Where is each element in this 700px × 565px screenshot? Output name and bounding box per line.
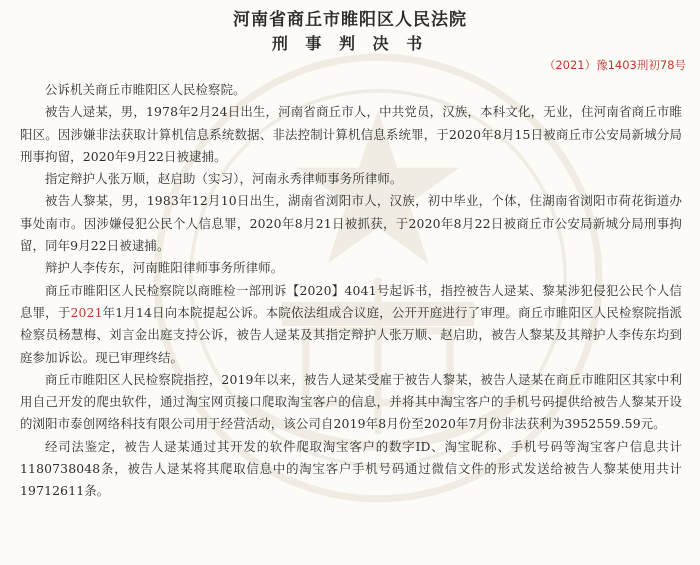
procedure-text-a: 商丘市睢阳区人民检察院以商睢检一部刑诉【2020】4041号起诉书，指控被告人逯某、黎某涉犯侵犯公民个人信息罪，于 <box>20 282 682 320</box>
document-type-title: 刑 事 判 决 书 <box>271 34 429 53</box>
allegation-paragraph: 商丘市睢阳区人民检察院指控，2019年以来，被告人逯某受雇于被告人黎某，被告人逯某在商丘市睢阳区其家中利用自己开发的爬虫软件，通过淘宝网页接口爬取淘宝客户的信息，并将其中淘宝客户的手机号码提供给被告人黎某开设的浏阳市泰创网络科技有限公司用于经营活动，该公司自2019年8月份至2020年7月份非法获利为3952559.59元。 <box>20 371 682 432</box>
defendant-2-paragraph: 被告人黎某，男，1983年12月10日出生，湖南省浏阳市人，汉族，初中毕业，个体，住湖南省浏阳市荷花街道办事处南市。因涉嫌侵犯公民个人信息罪，2020年8月21日被抓获，于2020年8月22日被商丘市公安局新城分局刑事拘留，同年9月22日被逮捕。 <box>20 193 682 254</box>
court-name: 河南省商丘市睢阳区人民法院 <box>233 10 467 30</box>
defendant-1-paragraph: 被告人逯某，男，1978年2月24日出生，河南省商丘市人，中共党员，汉族，本科文化，无业，住河南省商丘市睢阳区。因涉嫌非法获取计算机信息系统数据、非法控制计算机信息系统罪，于2020年8月15日被商丘市公安局新城分局刑事拘留，2020年9月22日被逮捕。 <box>20 104 682 164</box>
procedure-paragraph <box>20 280 682 369</box>
forensic-paragraph: 经司法鉴定，被告人逯某通过其开发的软件爬取淘宝客户的数字ID、淘宝昵称、手机号码等淘宝客户信息共计1180738048条，被告人逯某将其爬取信息中的淘宝客户手机号码通过微信文件的形式发送给被告人黎某使用共计19712611条。 <box>20 438 682 499</box>
appointed-counsel-paragraph: 指定辩护人张万顺，赵启助（实习），河南永秀律师事务所律师。 <box>45 171 403 187</box>
highlighted-year: 2021 <box>70 304 103 320</box>
prosecutor-paragraph: 公诉机关商丘市睢阳区人民检察院。 <box>45 82 246 97</box>
case-number: （2021）豫1403刑初78号 <box>543 58 686 72</box>
judgment-body <box>20 79 682 503</box>
defense-counsel-paragraph: 辩护人李传东，河南睢阳律师事务所律师。 <box>45 260 284 276</box>
procedure-text-b: 年1月14日向本院提起公诉。本院依法组成合议庭，公开开庭进行了审理。商丘市睢阳区人民检察院指派检察员杨慧梅、刘言金出庭支持公诉，被告人逯某及其指定辩护人张万顺、赵启助，被告人黎某及其辩护人李传东均到庭参加诉讼。现已审理终结。 <box>20 304 682 365</box>
